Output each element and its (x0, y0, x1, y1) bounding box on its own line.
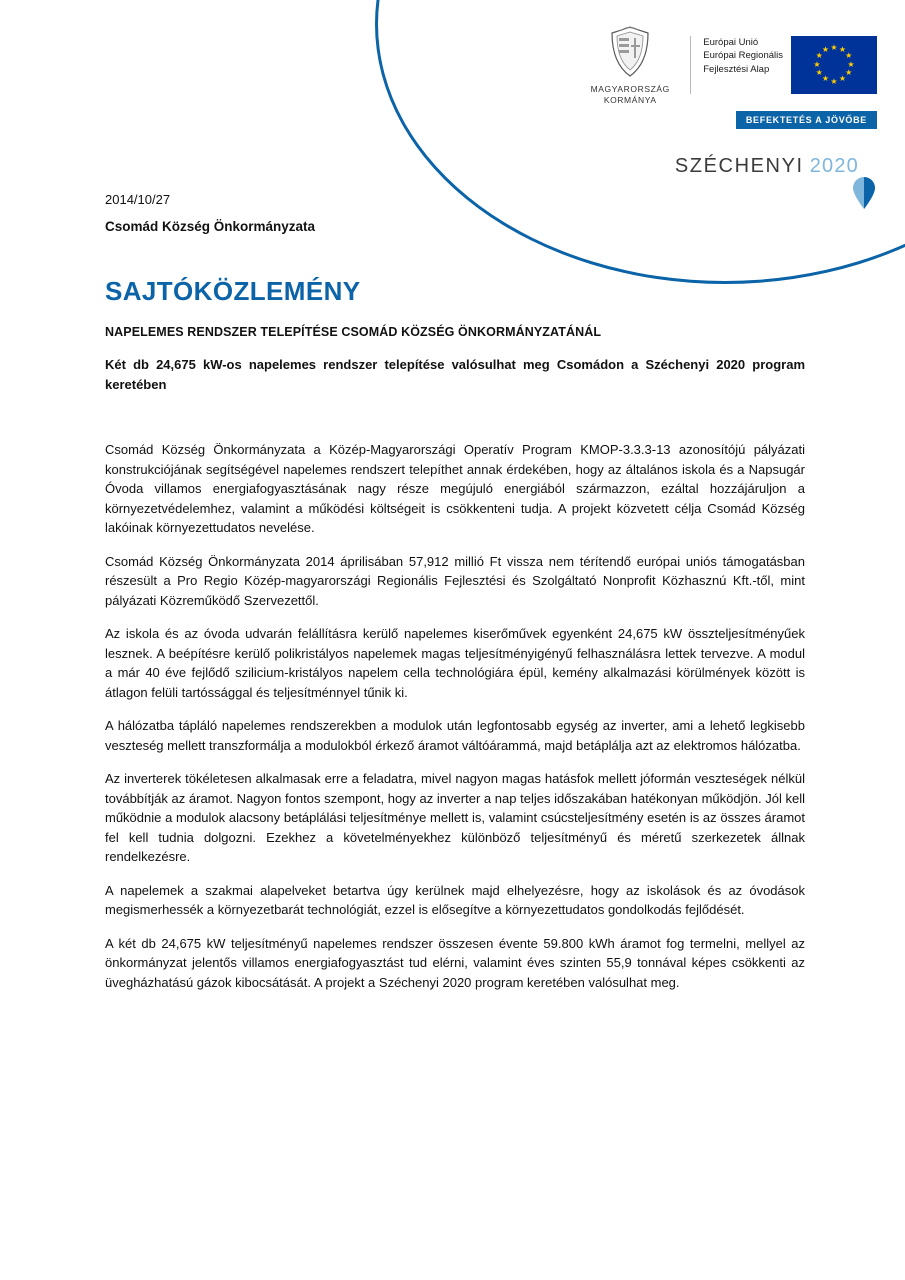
eu-logo-block (690, 36, 877, 94)
paragraph: Csomád Község Önkormányzata 2014 áprilisában 57,912 millió Ft vissza nem térítendő európai uniós támogatásban részesült a Pro Regio Közép-magyarországi Regionális Fejlesztési és Szolgáltató Nonprofit Közhasznú Kft.-től, mint pályázati Közreműködő Szervezettől. (105, 553, 805, 608)
eu-line-2: Európai Regionális (703, 50, 783, 62)
szechenyi-pin-icon (851, 176, 877, 210)
eu-star-icon: ★ (845, 51, 853, 61)
page-title: SAJTÓKÖZLEMÉNY (105, 276, 361, 306)
coat-of-arms-label (591, 84, 670, 105)
eu-flag-icon (791, 36, 877, 94)
eu-fund-label (703, 36, 783, 77)
paragraph: Csomád Község Önkormányzata a Közép-Magyarországi Operatív Program KMOP-3.3.3-13 azonosítójú pályázati konstrukciójának segítségével napelemes rendszert telepíthet annak érdekében, hogy az általános iskola és a Napsugár Óvoda villamos energiafogyasztásának nagy része megújuló energiából származzon, ezáltal hozzájáruljon a környezetvédelemhez, valamint a működési költségeit is csökkenteni tudja. A projekt közvetett célja Csomád Község lakóinak környezettudatos nevelése. (105, 442, 805, 535)
eu-star-icon: ★ (845, 68, 853, 78)
eu-star-icon: ★ (821, 44, 830, 54)
coat-line-1: MAGYARORSZÁG (590, 84, 670, 94)
organisation-name: Csomád Község Önkormányzata (105, 219, 316, 234)
eu-star-icon: ★ (815, 51, 823, 61)
eu-star-icon: ★ (847, 59, 855, 69)
coat-of-arms-icon (608, 24, 652, 80)
header-logos (437, 24, 877, 178)
eu-star-icon: ★ (815, 68, 823, 78)
document-subtitle: NAPELEMES RENDSZER TELEPÍTÉSE CSOMÁD KÖZSÉG ÖNKORMÁNYZATÁNÁL (105, 325, 602, 339)
eu-star-icon: ★ (830, 42, 838, 52)
invest-in-future-badge: BEFEKTETÉS A JÖVŐBE (736, 111, 877, 129)
eu-star-icon: ★ (813, 59, 821, 69)
paragraph: Az iskola és az óvoda udvarán felállításra kerülő napelemes kiserőművek egyenként 24,675 kW összteljesítményűek lesznek. A beépítésre kerülő polikristályos napelemek magas teljesítményigényű felhasználásra lettek tervezve. A modul a már 40 éve fejlődő szilicium-kristályos napelem cella technológiára épül, kemény alkalmazási körülmények között is átlagon felüli tartóssággal és teljesítménnyel tűnik ki. (105, 626, 805, 700)
eu-star-icon: ★ (830, 76, 838, 86)
document-lead: Két db 24,675 kW-os napelemes rendszer telepítése valósulhat meg Csomádon a Széchenyi 2020 program keretében (105, 357, 805, 392)
szechenyi-2020-logo (675, 155, 859, 178)
eu-line-3: Fejlesztési Alap (703, 64, 770, 76)
hungary-coat-of-arms (582, 24, 678, 105)
document-date: 2014/10/27 (105, 192, 171, 207)
paragraph: A hálózatba tápláló napelemes rendszerekben a modulok után legfontosabb egység az inverter, ami a lehető legkisebb veszteség mellett transzformálja a modulokból érkező áramot váltóárammá, majd betáplálja azt az elektromos hálózatba. (105, 718, 805, 753)
document-body (105, 192, 805, 1006)
paragraph: Az inverterek tökéletesen alkalmasak erre a feladatra, mivel nagyon magas hatásfok mellett jóformán veszteségek nélkül továbbítják az áramot. Nagyon fontos szempont, hogy az inverter a nap teljes időszakában hatékonyan működjön. Jól kell működnie a modulok alacsony betáplálási teljesítménye mellett is, valamint csúcsteljesítmény esetén is az összes áramot fel kell tudnia dolgozni. Ezekhez a követelményekhez különböző teljesítményű és méretű szerkezetek állnak rendelkezésre. (105, 771, 805, 864)
paragraph: A napelemek a szakmai alapelveket betartva úgy kerülnek majd elhelyezésre, hogy az iskolások és az óvodások megismerhessék a környezetbarát technológiát, ezzel is elősegítve a környezettudatos gondolkodás fejlődését. (105, 882, 805, 917)
eu-star-icon: ★ (838, 74, 847, 84)
header-logo-row (582, 24, 877, 105)
paragraph: A két db 24,675 kW teljesítményű napelemes rendszer összesen évente 59.800 kWh áramot fog termelni, mellyel az önkormányzat jelentős villamos energiafogyasztást tud elérni, valamint éves szinten 55,9 tonnával képes csökkenti az üvegházhatású gázok kibocsátását. A projekt a Széchenyi 2020 program keretében valósulhat meg. (105, 935, 805, 990)
eu-star-icon: ★ (838, 44, 847, 54)
szechenyi-year: 2020 (809, 155, 859, 178)
coat-line-2: KORMÁNYA (603, 94, 657, 105)
szechenyi-name: SZÉCHENYI (674, 155, 804, 178)
eu-line-1: Európai Unió (703, 36, 759, 48)
eu-star-icon: ★ (821, 74, 830, 84)
